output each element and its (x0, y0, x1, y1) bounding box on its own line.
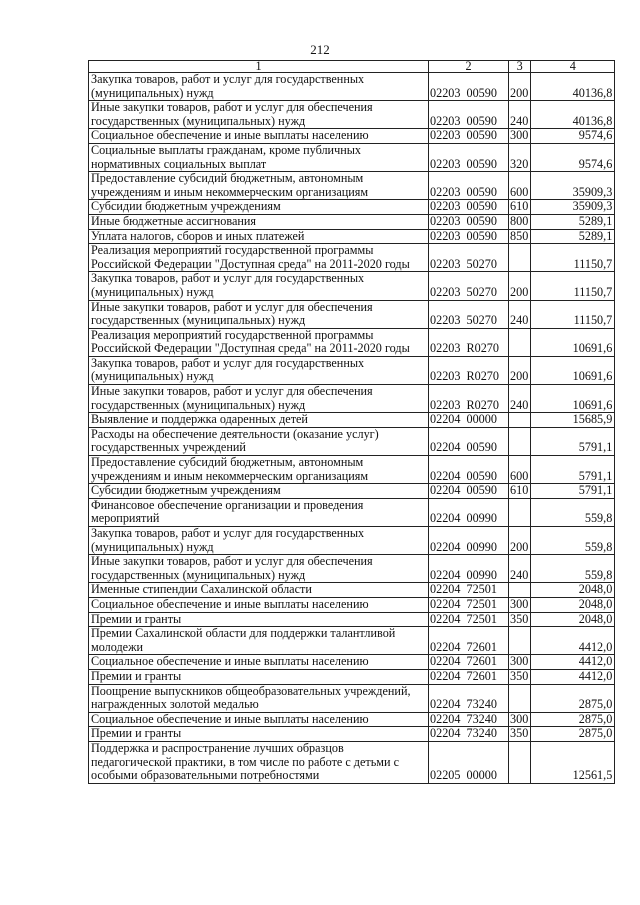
row-code-program: 02204 (430, 483, 461, 498)
row-code-direction: 73240 (466, 712, 497, 726)
row-code (429, 101, 509, 129)
row-code-direction: 00590 (466, 468, 497, 483)
header-col-4: 4 (531, 61, 615, 73)
table-row (89, 555, 615, 583)
table-row (89, 669, 615, 684)
row-amount: 2048,0 (531, 612, 615, 627)
row-name: Финансовое обеспечение организации и проведения мероприятий (89, 498, 429, 526)
row-code-program: 02203 (430, 284, 461, 299)
table-row (89, 143, 615, 171)
row-amount: 11150,7 (531, 272, 615, 300)
table-row (89, 200, 615, 215)
table-row (89, 244, 615, 272)
row-code-program: 02203 (430, 199, 461, 214)
row-code-direction: 00590 (466, 440, 497, 455)
row-name: Закупка товаров, работ и услуг для государственных (муниципальных) нужд (89, 527, 429, 555)
row-code-direction: 72501 (466, 612, 497, 626)
page-number: 212 (310, 42, 330, 57)
row-code (429, 655, 509, 670)
budget-table (88, 60, 615, 784)
row-amount: 4412,0 (531, 669, 615, 684)
row-code-program: 02204 (430, 511, 461, 526)
row-amount: 2875,0 (531, 684, 615, 712)
row-code (429, 627, 509, 655)
row-code-program: 02203 (430, 184, 461, 199)
row-name: Иные закупки товаров, работ и услуг для обеспечения государственных (муниципальных) нужд (89, 101, 429, 129)
row-expense-type: 600 (509, 172, 531, 200)
row-name: Социальное обеспечение и иные выплаты населению (89, 597, 429, 612)
row-code-program: 02204 (430, 539, 461, 554)
row-code (429, 684, 509, 712)
row-code (429, 73, 509, 101)
row-name: Субсидии бюджетным учреждениям (89, 200, 429, 215)
row-code-program: 02204 (430, 697, 461, 712)
row-name: Премии и гранты (89, 669, 429, 684)
row-code (429, 272, 509, 300)
row-name: Предоставление субсидий бюджетным, автономным учреждениям и иным некоммерческим организациям (89, 172, 429, 200)
row-amount: 10691,6 (531, 385, 615, 413)
table-row (89, 456, 615, 484)
row-code (429, 712, 509, 727)
row-code (429, 456, 509, 484)
header-col-2: 2 (429, 61, 509, 73)
row-code-direction: 73240 (466, 697, 497, 712)
row-code (429, 498, 509, 526)
row-expense-type (509, 244, 531, 272)
row-expense-type: 300 (509, 597, 531, 612)
row-expense-type: 600 (509, 456, 531, 484)
row-code (429, 244, 509, 272)
table-row (89, 655, 615, 670)
table-row (89, 597, 615, 612)
row-name: Социальное обеспечение и иные выплаты населению (89, 129, 429, 144)
row-code (429, 669, 509, 684)
row-code (429, 741, 509, 783)
row-expense-type: 300 (509, 129, 531, 144)
row-code (429, 328, 509, 356)
row-name: Уплата налогов, сборов и иных платежей (89, 229, 429, 244)
table-row (89, 498, 615, 526)
row-code (429, 727, 509, 742)
row-expense-type (509, 413, 531, 428)
row-name: Социальные выплаты гражданам, кроме публичных нормативных социальных выплат (89, 143, 429, 171)
row-expense-type: 200 (509, 272, 531, 300)
row-amount: 35909,3 (531, 172, 615, 200)
row-name: Закупка товаров, работ и услуг для государственных (муниципальных) нужд (89, 356, 429, 384)
row-amount: 10691,6 (531, 356, 615, 384)
row-expense-type: 300 (509, 655, 531, 670)
row-code (429, 583, 509, 598)
row-amount: 559,8 (531, 527, 615, 555)
row-code-program: 02203 (430, 256, 461, 271)
row-name: Иные закупки товаров, работ и услуг для обеспечения государственных (муниципальных) нужд (89, 555, 429, 583)
table-row (89, 214, 615, 229)
row-code (429, 214, 509, 229)
table-row (89, 172, 615, 200)
table-row (89, 484, 615, 499)
row-expense-type: 850 (509, 229, 531, 244)
row-expense-type: 350 (509, 727, 531, 742)
row-code-direction: 72601 (466, 669, 497, 683)
row-code-direction: 72501 (466, 582, 497, 597)
row-name: Иные закупки товаров, работ и услуг для обеспечения государственных (муниципальных) нужд (89, 300, 429, 328)
row-code-program: 02203 (430, 214, 461, 228)
row-expense-type: 610 (509, 200, 531, 215)
row-code-program: 02204 (430, 612, 461, 626)
row-code-program: 02203 (430, 313, 461, 328)
row-code-direction: R0270 (466, 369, 499, 384)
row-expense-type (509, 627, 531, 655)
row-name: Премии и гранты (89, 727, 429, 742)
table-row (89, 300, 615, 328)
row-expense-type: 200 (509, 356, 531, 384)
row-name: Поддержка и распространение лучших образцов педагогической практики, в том числе по работе с детьми с особыми образовательными потребностями (89, 741, 429, 783)
row-code-direction: R0270 (466, 341, 499, 356)
row-name: Именные стипендии Сахалинской области (89, 583, 429, 598)
table-row (89, 101, 615, 129)
row-code-program: 02204 (430, 669, 461, 683)
row-code (429, 597, 509, 612)
row-code (429, 200, 509, 215)
row-amount: 10691,6 (531, 328, 615, 356)
table-row (89, 229, 615, 244)
table-row (89, 612, 615, 627)
row-name: Закупка товаров, работ и услуг для государственных (муниципальных) нужд (89, 272, 429, 300)
row-expense-type (509, 741, 531, 783)
row-code-program: 02204 (430, 597, 461, 611)
row-code-direction: 00590 (466, 85, 497, 100)
row-expense-type: 200 (509, 73, 531, 101)
header-col-3: 3 (509, 61, 531, 73)
row-code-direction: 00990 (466, 511, 497, 526)
row-name: Субсидии бюджетным учреждениям (89, 484, 429, 499)
row-name: Предоставление субсидий бюджетным, автономным учреждениям и иным некоммерческим организациям (89, 456, 429, 484)
table-row (89, 129, 615, 144)
row-expense-type: 240 (509, 555, 531, 583)
row-expense-type: 320 (509, 143, 531, 171)
table-row (89, 73, 615, 101)
row-code-direction: 50270 (466, 284, 497, 299)
table-row (89, 356, 615, 384)
row-code-direction: 00590 (466, 199, 497, 214)
table-row (89, 727, 615, 742)
row-code-direction: 00000 (466, 412, 497, 427)
row-name: Иные закупки товаров, работ и услуг для обеспечения государственных (муниципальных) нужд (89, 385, 429, 413)
row-expense-type: 610 (509, 484, 531, 499)
row-code-program: 02205 (430, 768, 461, 783)
row-name: Иные бюджетные ассигнования (89, 214, 429, 229)
row-code-direction: 73240 (466, 726, 497, 741)
row-code-direction: 50270 (466, 256, 497, 271)
row-code (429, 484, 509, 499)
row-expense-type: 240 (509, 385, 531, 413)
table-row (89, 527, 615, 555)
row-amount: 4412,0 (531, 627, 615, 655)
row-amount: 35909,3 (531, 200, 615, 215)
table-row (89, 583, 615, 598)
row-name: Реализация мероприятий государственной программы Российской Федерации "Доступная среда" на 2011-2020 годы (89, 244, 429, 272)
row-amount: 559,8 (531, 555, 615, 583)
row-amount: 5289,1 (531, 229, 615, 244)
row-code-program: 02203 (430, 85, 461, 100)
row-amount: 12561,5 (531, 741, 615, 783)
table-row (89, 741, 615, 783)
table-header-row (89, 61, 615, 73)
row-code (429, 229, 509, 244)
row-code-direction: R0270 (466, 397, 499, 412)
row-code (429, 129, 509, 144)
table-row (89, 684, 615, 712)
row-code-direction: 50270 (466, 313, 497, 328)
row-expense-type: 350 (509, 669, 531, 684)
row-code (429, 413, 509, 428)
row-code-program: 02204 (430, 654, 461, 669)
row-amount: 2875,0 (531, 712, 615, 727)
row-code-program: 02203 (430, 397, 461, 412)
header-col-1: 1 (89, 61, 429, 73)
row-code-direction: 00990 (466, 567, 497, 582)
row-amount: 11150,7 (531, 300, 615, 328)
row-name: Социальное обеспечение и иные выплаты населению (89, 712, 429, 727)
table-row (89, 413, 615, 428)
row-code-direction: 00590 (466, 483, 497, 498)
row-code-program: 02204 (430, 567, 461, 582)
row-code (429, 527, 509, 555)
row-code-program: 02204 (430, 468, 461, 483)
row-code-program: 02203 (430, 229, 461, 243)
row-name: Поощрение выпускников общеобразовательных учреждений, награжденных золотой медалью (89, 684, 429, 712)
row-amount: 4412,0 (531, 655, 615, 670)
row-name: Социальное обеспечение и иные выплаты населению (89, 655, 429, 670)
row-code-direction: 00590 (466, 113, 497, 128)
row-amount: 40136,8 (531, 101, 615, 129)
row-expense-type (509, 427, 531, 455)
row-code-program: 02204 (430, 440, 461, 455)
row-amount: 559,8 (531, 498, 615, 526)
table-row (89, 385, 615, 413)
row-code-direction: 72501 (466, 597, 497, 611)
row-code-program: 02204 (430, 412, 461, 427)
row-code-direction: 00590 (466, 184, 497, 199)
table-row (89, 427, 615, 455)
row-expense-type: 200 (509, 527, 531, 555)
table-row (89, 272, 615, 300)
row-code-program: 02203 (430, 369, 461, 384)
row-name: Премии Сахалинской области для поддержки талантливой молодежи (89, 627, 429, 655)
row-code (429, 385, 509, 413)
row-code-direction: 00590 (466, 128, 497, 143)
row-expense-type: 800 (509, 214, 531, 229)
row-code-program: 02203 (430, 156, 461, 171)
row-name: Выявление и поддержка одаренных детей (89, 413, 429, 428)
row-expense-type (509, 498, 531, 526)
row-expense-type: 240 (509, 101, 531, 129)
table-row (89, 328, 615, 356)
row-code (429, 612, 509, 627)
row-code-direction: 00590 (466, 214, 497, 228)
row-amount: 5791,1 (531, 484, 615, 499)
row-expense-type: 240 (509, 300, 531, 328)
row-code-direction: 00990 (466, 539, 497, 554)
row-code-direction: 00590 (466, 156, 497, 171)
row-name: Закупка товаров, работ и услуг для государственных (муниципальных) нужд (89, 73, 429, 101)
row-amount: 5791,1 (531, 427, 615, 455)
row-amount: 2048,0 (531, 583, 615, 598)
row-name: Расходы на обеспечение деятельности (оказание услуг) государственных учреждений (89, 427, 429, 455)
row-code-program: 02204 (430, 726, 461, 741)
row-amount: 9574,6 (531, 143, 615, 171)
row-code-program: 02203 (430, 341, 461, 356)
row-code-program: 02203 (430, 113, 461, 128)
row-code-program: 02204 (430, 712, 461, 726)
row-name: Реализация мероприятий государственной программы Российской Федерации "Доступная среда" на 2011-2020 годы (89, 328, 429, 356)
row-code (429, 427, 509, 455)
row-amount: 5289,1 (531, 214, 615, 229)
row-amount: 2875,0 (531, 727, 615, 742)
row-code-direction: 00000 (466, 768, 497, 783)
row-code-direction: 00590 (466, 229, 497, 243)
row-expense-type: 350 (509, 612, 531, 627)
row-name: Премии и гранты (89, 612, 429, 627)
row-amount: 5791,1 (531, 456, 615, 484)
row-expense-type (509, 684, 531, 712)
row-code (429, 300, 509, 328)
row-expense-type (509, 328, 531, 356)
row-code (429, 172, 509, 200)
table-row (89, 712, 615, 727)
row-amount: 40136,8 (531, 73, 615, 101)
row-amount: 2048,0 (531, 597, 615, 612)
row-code (429, 356, 509, 384)
row-code-direction: 72601 (466, 654, 497, 669)
row-expense-type: 300 (509, 712, 531, 727)
row-code-direction: 72601 (466, 639, 497, 654)
row-code-program: 02203 (430, 128, 461, 143)
row-code (429, 143, 509, 171)
row-expense-type (509, 583, 531, 598)
row-amount: 11150,7 (531, 244, 615, 272)
row-code (429, 555, 509, 583)
table-row (89, 627, 615, 655)
row-amount: 9574,6 (531, 129, 615, 144)
row-amount: 15685,9 (531, 413, 615, 428)
row-code-program: 02204 (430, 639, 461, 654)
row-code-program: 02204 (430, 582, 461, 597)
